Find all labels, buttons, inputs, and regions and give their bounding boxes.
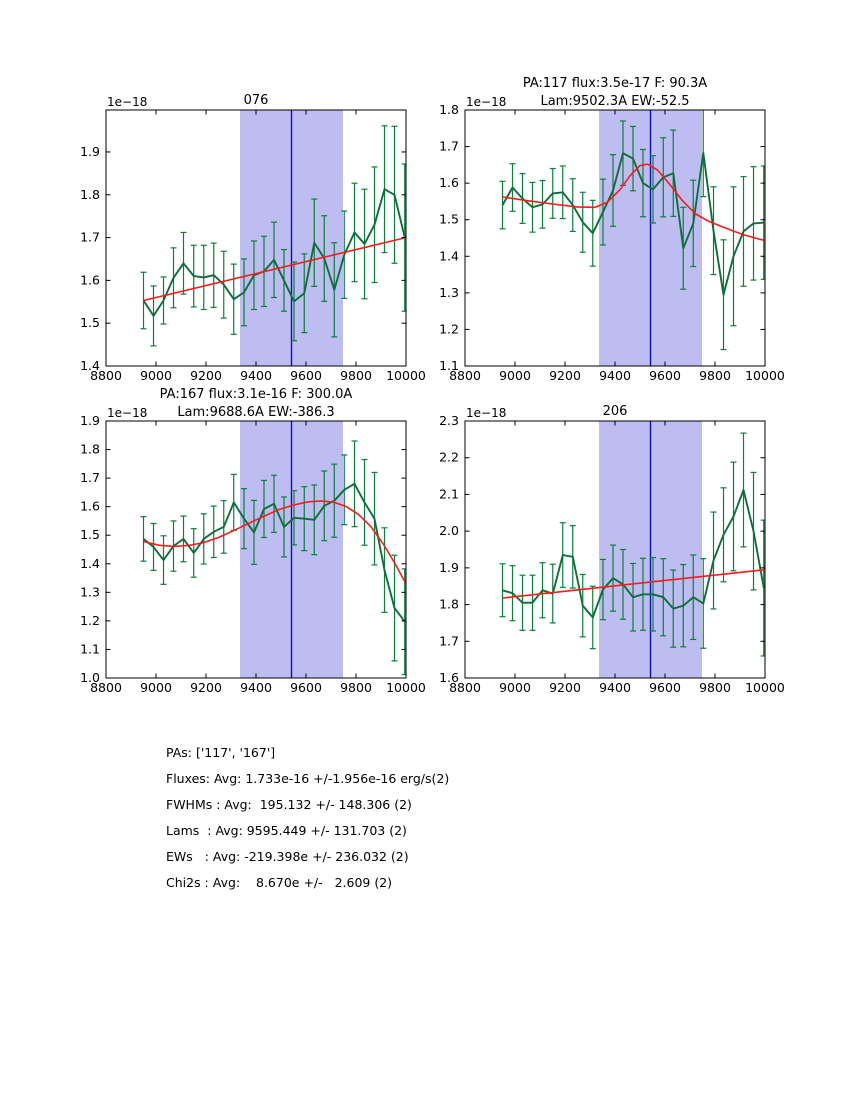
x-tick-label: 9400 — [599, 680, 631, 695]
subplot-title: PA:167 flux:3.1e-16 F: 300.0A — [159, 387, 353, 402]
x-tick-label: 10000 — [386, 680, 426, 695]
y-tick-label: 1.1 — [80, 641, 100, 657]
y-tick-label: 1.8 — [80, 441, 100, 457]
x-tick-label: 9600 — [649, 368, 681, 383]
y-tick-label: 2.3 — [439, 413, 459, 428]
x-tick-label: 9600 — [290, 368, 322, 383]
y-tick-label: 2.1 — [439, 486, 459, 502]
y-tick-label: 1.5 — [80, 527, 100, 543]
x-tick-label: 9000 — [140, 680, 172, 695]
x-tick-label: 8800 — [449, 680, 481, 695]
subplot-title: 206 — [602, 404, 628, 419]
y-tick-label: 2.2 — [439, 449, 459, 465]
y-tick-label: 1.6 — [80, 272, 100, 288]
x-tick-label: 9000 — [499, 680, 531, 695]
y-tick-label: 1.6 — [439, 175, 459, 191]
stats-line-chi2s: Chi2s : Avg: 8.670e +/- 2.609 (2) — [166, 875, 393, 890]
y-tick-label: 1.0 — [80, 670, 100, 685]
x-tick-label: 8800 — [449, 368, 481, 383]
y-tick-label: 1.8 — [439, 102, 459, 117]
y-tick-label: 1.5 — [439, 211, 459, 227]
x-tick-label: 9600 — [290, 680, 322, 695]
x-tick-label: 10000 — [745, 368, 785, 383]
subplot-title: 076 — [243, 93, 269, 108]
subplot-title-line2: Lam:9688.6A EW:-386.3 — [177, 405, 335, 420]
x-tick-label: 9200 — [190, 680, 222, 695]
subplot-PA167 — [80, 387, 426, 695]
y-tick-label: 1.7 — [80, 229, 100, 245]
stats-line-fluxes: Fluxes: Avg: 1.733e-16 +/-1.956e-16 erg/s(2) — [166, 771, 450, 786]
y-tick-label: 1.5 — [80, 315, 100, 331]
y-tick-label: 1.1 — [439, 358, 459, 373]
y-tick-label: 1.7 — [439, 138, 459, 154]
x-tick-label: 9400 — [240, 368, 272, 383]
y-tick-label: 1.9 — [80, 413, 100, 428]
y-tick-label: 1.2 — [439, 321, 459, 337]
x-tick-label: 9400 — [599, 368, 631, 383]
subplot-title: PA:117 flux:3.5e-17 F: 90.3A — [522, 76, 708, 91]
y-tick-label: 1.4 — [80, 555, 100, 571]
x-tick-label: 9000 — [140, 368, 172, 383]
y-tick-label: 1.9 — [439, 559, 459, 575]
x-tick-label: 10000 — [745, 680, 785, 695]
x-tick-label: 9400 — [240, 680, 272, 695]
subplot-PA117 — [439, 76, 785, 383]
y-tick-label: 1.2 — [80, 612, 100, 628]
x-tick-label: 9000 — [499, 368, 531, 383]
axis-offset-label: 1e−18 — [466, 95, 507, 109]
y-tick-label: 1.3 — [439, 284, 459, 300]
x-tick-label: 9800 — [340, 680, 372, 695]
y-tick-label: 1.4 — [80, 358, 100, 373]
y-tick-label: 1.4 — [439, 248, 459, 264]
axis-offset-label: 1e−18 — [107, 406, 148, 420]
x-tick-label: 9600 — [649, 680, 681, 695]
x-tick-label: 8800 — [90, 680, 122, 695]
x-tick-label: 8800 — [90, 368, 122, 383]
y-tick-label: 1.7 — [439, 633, 459, 649]
y-tick-label: 1.7 — [80, 470, 100, 486]
subplot-title-line2: Lam:9502.3A EW:-52.5 — [540, 94, 690, 109]
stats-block — [166, 740, 449, 896]
y-tick-label: 1.6 — [80, 498, 100, 514]
y-tick-label: 1.8 — [80, 186, 100, 202]
x-tick-label: 9800 — [699, 680, 731, 695]
stats-line-lams: Lams : Avg: 9595.449 +/- 131.703 (2) — [166, 823, 407, 838]
subplot-076 — [80, 93, 426, 383]
y-tick-label: 1.9 — [80, 143, 100, 159]
subplot-206 — [439, 404, 785, 695]
axis-offset-label: 1e−18 — [466, 406, 507, 420]
x-tick-label: 9200 — [549, 680, 581, 695]
y-tick-label: 1.8 — [439, 596, 459, 612]
stats-line-fwhms: FWHMs : Avg: 195.132 +/- 148.306 (2) — [166, 797, 412, 812]
x-tick-label: 9800 — [699, 368, 731, 383]
x-tick-label: 10000 — [386, 368, 426, 383]
stats-line-pas: PAs: ['117', '167'] — [166, 745, 276, 760]
x-tick-label: 9800 — [340, 368, 372, 383]
x-tick-label: 9200 — [549, 368, 581, 383]
y-tick-label: 1.3 — [80, 584, 100, 600]
y-tick-label: 1.6 — [439, 670, 459, 685]
y-tick-label: 2.0 — [439, 523, 459, 539]
axis-offset-label: 1e−18 — [107, 95, 148, 109]
stats-line-ews: EWs : Avg: -219.398e +/- 236.032 (2) — [166, 849, 409, 864]
x-tick-label: 9200 — [190, 368, 222, 383]
